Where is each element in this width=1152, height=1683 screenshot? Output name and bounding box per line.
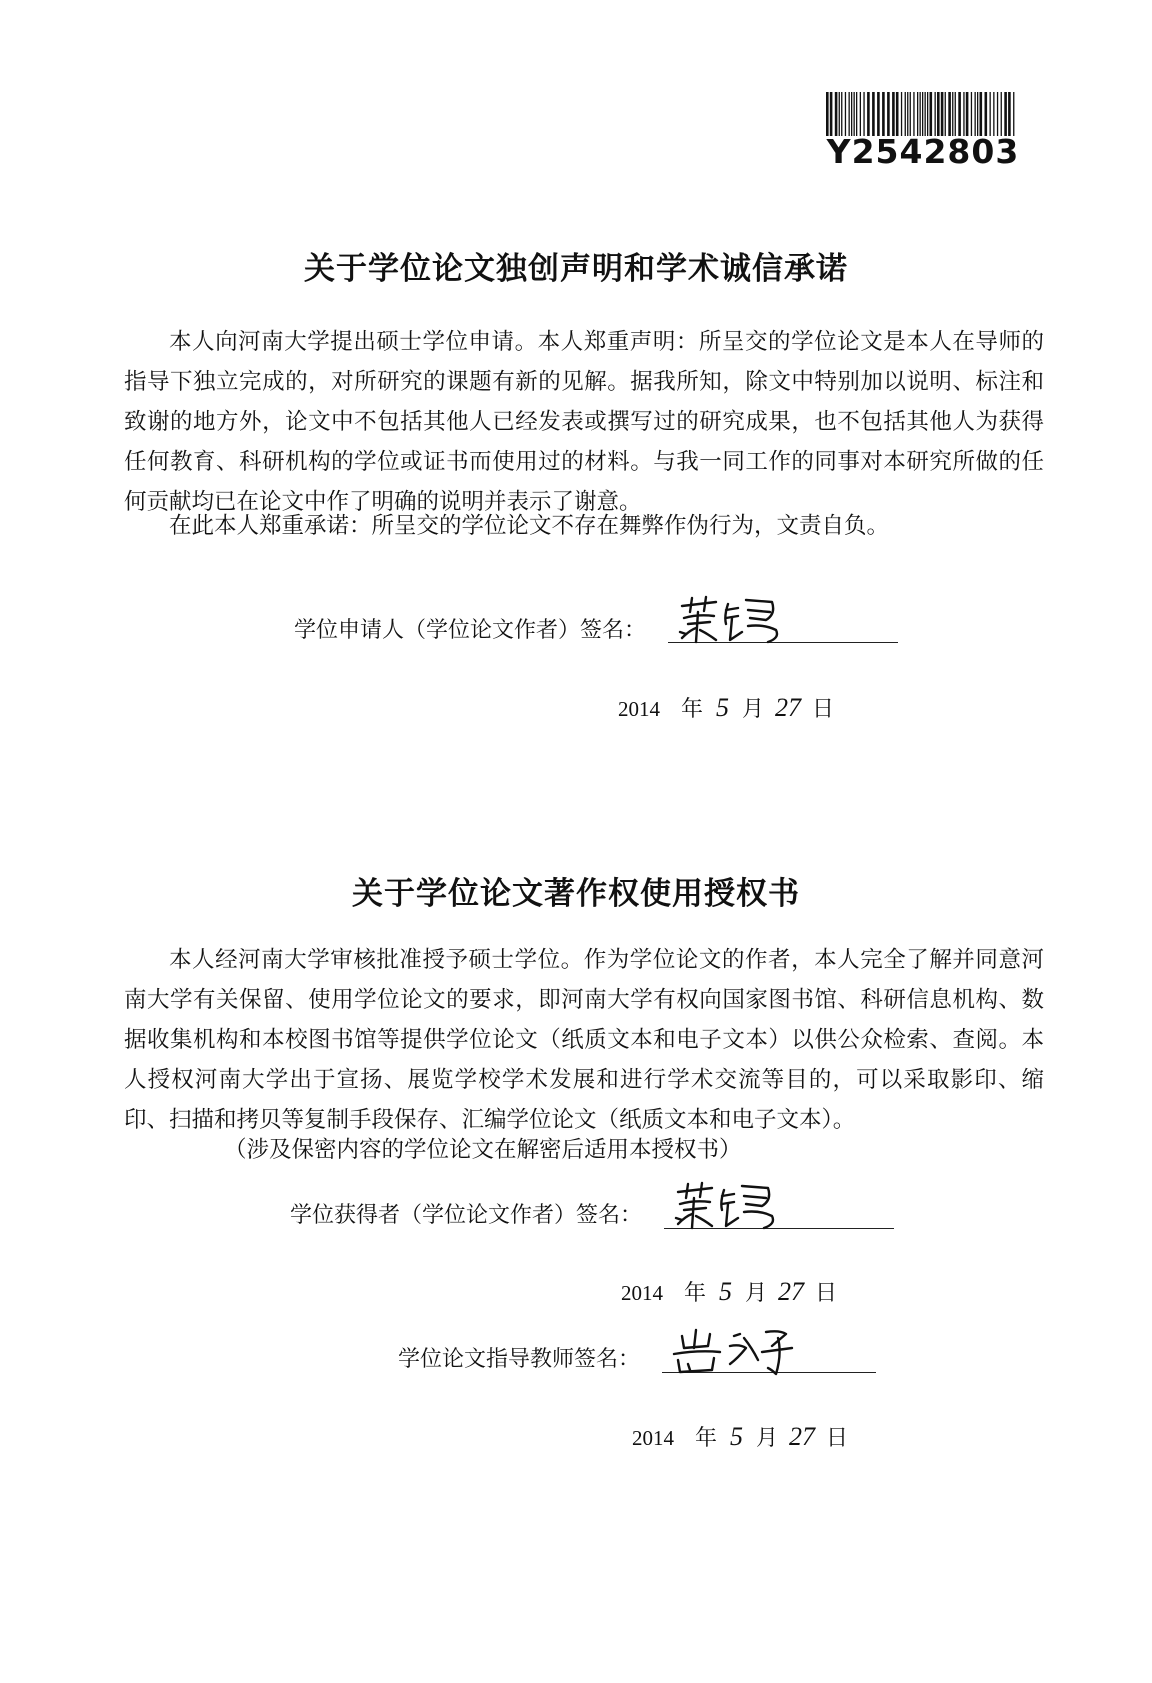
barcode-bar [856,92,857,136]
declaration-title: 关于学位论文独创声明和学术诚信承诺 [304,251,848,287]
barcode-bar [937,92,940,136]
author-date-day: 27 [778,1277,805,1306]
barcode-bar [851,92,852,136]
barcode-bar [948,92,951,136]
barcode-bar [1008,92,1011,136]
applicant-date-year: 2014 [618,697,660,721]
barcode-bar [913,92,914,136]
barcode-bar [997,92,998,136]
barcode-bar [990,92,991,136]
barcode-bar [917,92,918,136]
advisor-sign-label: 学位论文指导教师签名： [398,1347,641,1372]
advisor-date-year-unit: 年 [695,1426,718,1451]
advisor-date-month-unit: 月 [756,1426,779,1451]
barcode-bar [896,92,899,136]
barcode-bar [877,92,880,136]
authorization-body: 本人经河南大学审核批准授予硕士学位。作为学位论文的作者，本人完全了解并同意河南大学有关保留、使用学位论文的要求，即河南大学有权向国家图书馆、科研信息机构、数据收集机构和本校图书馆等提供学位论文（纸质文本和电子文本）以供公众检索、查阅。本人授权河南大学出于宣扬、展览学校学术发展和进行学术交流等目的，可以采取影印、缩印、扫描和拷贝等复制手段保存、汇编学位论文（纸质文本和电子文本）。 [124,947,1044,1133]
barcode-bar [977,92,978,136]
barcode-bar [980,92,983,136]
barcode-bar [863,92,864,136]
author-signature [672,1180,792,1232]
barcode-bar [835,92,838,136]
barcode-bar [935,92,936,136]
barcode-number: Y2542803 [826,132,1020,171]
barcode-bar [905,92,906,136]
barcode-bar [993,92,994,136]
barcode-bar [963,92,964,136]
barcode-bar [971,92,972,136]
author-date-year-unit: 年 [684,1281,707,1306]
barcode-bar [867,92,870,136]
author-date-month-unit: 月 [745,1281,768,1306]
barcode-bar [985,92,988,136]
author-date-year: 2014 [621,1281,663,1305]
advisor-date [632,1422,848,1454]
author-date-month: 5 [719,1277,733,1306]
barcode-bar [941,92,944,136]
barcode-bar [952,92,953,136]
barcode-bar [907,92,908,136]
applicant-date-month-unit: 月 [742,697,765,722]
authorization-title: 关于学位论文著作权使用授权书 [352,876,800,912]
author-date [621,1277,837,1309]
applicant-date-year-unit: 年 [681,697,704,722]
barcode-bar [892,92,895,136]
barcode-bar [854,92,855,136]
author-sign-label: 学位获得者（学位论文作者）签名： [290,1203,643,1228]
barcode [826,92,1018,136]
applicant-signature [676,594,796,646]
declaration-body: 本人向河南大学提出硕士学位申请。本人郑重声明：所呈交的学位论文是本人在导师的指导下独立完成的，对所研究的课题有新的见解。据我所知，除文中特别加以说明、标注和致谢的地方外，论文中不包括其他人已经发表或撰写过的研究成果，也不包括其他人为获得任何教育、科研机构的学位或证书而使用过的材料。与我一同工作的同事对本研究所做的任何贡献均已在论文中作了明确的说明并表示了谢意。 [124,329,1044,515]
declaration-promise: 在此本人郑重承诺：所呈交的学位论文不存在舞弊作伪行为，文责自负。 [169,513,890,539]
applicant-sign-label: 学位申请人（学位论文作者）签名： [294,618,647,643]
applicant-date-day-unit: 日 [812,697,835,722]
barcode-bar [955,92,956,136]
barcode-bar [882,92,885,136]
barcode-bar [841,92,842,136]
barcode-bar [922,92,923,136]
authorization-note: （涉及保密内容的学位论文在解密后适用本授权书） [224,1137,742,1163]
barcode-bar [849,92,850,136]
barcode-bar [945,92,946,136]
advisor-date-year: 2014 [632,1426,674,1450]
advisor-date-month: 5 [730,1422,744,1451]
barcode-bar [839,92,840,136]
barcode-bar [975,92,976,136]
advisor-date-day: 27 [789,1422,816,1451]
barcode-bar [826,92,829,136]
barcode-bar [845,92,846,136]
barcode-bar [927,92,928,136]
advisor-date-day-unit: 日 [826,1426,849,1451]
barcode-bar [872,92,875,136]
barcode-bar [1004,92,1007,136]
barcode-bar [920,92,921,136]
barcode-bar [901,92,902,136]
barcode-bar [887,92,890,136]
barcode-bar [860,92,861,136]
barcode-bar [910,92,911,136]
barcode-bar [925,92,926,136]
barcode-bar [1001,92,1002,136]
barcode-bar [930,92,933,136]
applicant-date [618,693,834,725]
barcode-bar [830,92,833,136]
author-date-day-unit: 日 [815,1281,838,1306]
barcode-bar [1013,92,1014,136]
barcode-bar [966,92,969,136]
applicant-date-day: 27 [775,693,802,722]
advisor-signature [668,1324,798,1376]
barcode-bar [958,92,961,136]
applicant-date-month: 5 [716,693,730,722]
